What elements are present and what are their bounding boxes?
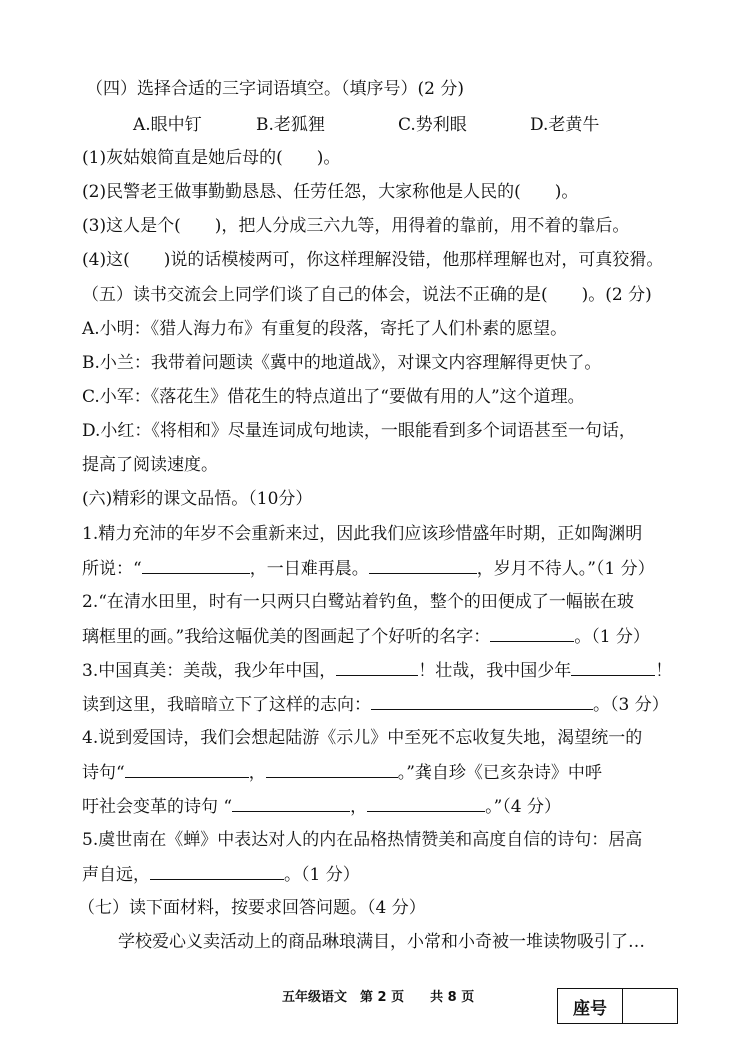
answer-blank[interactable]	[336, 659, 418, 676]
answer-blank[interactable]	[490, 625, 574, 642]
question-6-5: 5.虞世南在《蝉》中表达对人的内在品格热情赞美和高度自信的诗句：居高	[82, 830, 643, 850]
section-4-heading: （四）选择合适的三字词语填空。（填序号）(2 分)	[86, 79, 464, 99]
option-b: B.老狐狸	[256, 115, 325, 135]
question-6-2: 2.“在清水田里，时有一只两只白鹭站着钓鱼，整个的田便成了一幅嵌在玻	[82, 592, 634, 612]
seat-number-label: 座号	[558, 989, 623, 1023]
section-7-heading: （七）读下面材料，按要求回答问题。（4 分）	[78, 898, 426, 918]
question-6-3: 3.中国真美：美哉，我少年中国， ！壮哉，我中国少年 ！	[82, 661, 673, 681]
question-6-2-cont: 璃框里的画。”我给这幅优美的图画起了个好听的名字： 。（1 分）	[82, 627, 650, 647]
seat-number-field[interactable]	[623, 989, 677, 1023]
question-6-3-cont: 读到这里，我暗暗立下了这样的志向： 。（3 分）	[82, 695, 669, 715]
option-a: A.眼中钉	[133, 115, 202, 135]
answer-blank[interactable]	[125, 761, 249, 778]
question-6-4: 4.说到爱国诗，我们会想起陆游《示儿》中至死不忘收复失地，渴望统一的	[82, 728, 643, 748]
answer-blank[interactable]	[571, 659, 655, 676]
answer-blank[interactable]	[142, 557, 250, 574]
answer-blank[interactable]	[367, 795, 485, 812]
question-4-2: (2)民警老王做事勤勤恳恳、任劳任怨，大家称他是人民的( )。	[82, 182, 579, 202]
option-5-d: D.小红：《将相和》尽量连词成句地读，一眼能看到多个词语甚至一句话，	[82, 421, 636, 441]
passage-text: 学校爱心义卖活动上的商品琳琅满目，小常和小奇被一堆读物吸引了…	[118, 932, 645, 952]
question-6-4-cont: 诗句“ ， 。”龚自珍《已亥杂诗》中呼	[82, 763, 602, 783]
section-5-heading: （五）读书交流会上同学们谈了自己的体会，说法不正确的是( )。(2 分)	[82, 285, 652, 305]
page-footer: 五年级语文 第 2 页 共 8 页	[282, 990, 475, 1005]
question-6-1-cont: 所说：“ ，一日难再晨。 ，岁月不待人。”（1 分）	[82, 559, 655, 579]
answer-blank[interactable]	[266, 761, 398, 778]
answer-blank[interactable]	[369, 557, 477, 574]
question-6-4-cont2: 吁社会变革的诗句 “ ， 。”（4 分）	[82, 797, 562, 817]
question-4-4: (4)这( )说的话模棱两可，你这样理解没错，他那样理解也对，可真狡猾。	[82, 250, 664, 270]
seat-number-box	[557, 988, 678, 1024]
answer-blank[interactable]	[371, 693, 593, 710]
option-d: D.老黄牛	[530, 115, 600, 135]
question-6-1: 1.精力充沛的年岁不会重新来过，因此我们应该珍惜盛年时期，正如陶渊明	[82, 524, 643, 544]
answer-blank[interactable]	[150, 863, 284, 880]
question-4-3: (3)这人是个( )，把人分成三六九等，用得着的靠前，用不着的靠后。	[82, 216, 630, 236]
option-5-a: A.小明：《猎人海力布》有重复的段落，寄托了人们朴素的愿望。	[82, 319, 568, 339]
option-5-c: C.小军：《落花生》借花生的特点道出了“要做有用的人”这个道理。	[82, 387, 585, 407]
section-6-heading: (六)精彩的课文品悟。（10分）	[82, 489, 313, 509]
answer-blank[interactable]	[232, 795, 350, 812]
option-5-d-cont: 提高了阅读速度。	[82, 455, 218, 475]
question-4-1: (1)灰姑娘简直是她后母的( )。	[82, 148, 341, 168]
question-6-5-cont: 声自远， 。（1 分）	[82, 865, 360, 885]
option-c: C.势利眼	[398, 115, 467, 135]
option-5-b: B.小兰：我带着问题读《冀中的地道战》，对课文内容理解得更快了。	[82, 353, 602, 373]
